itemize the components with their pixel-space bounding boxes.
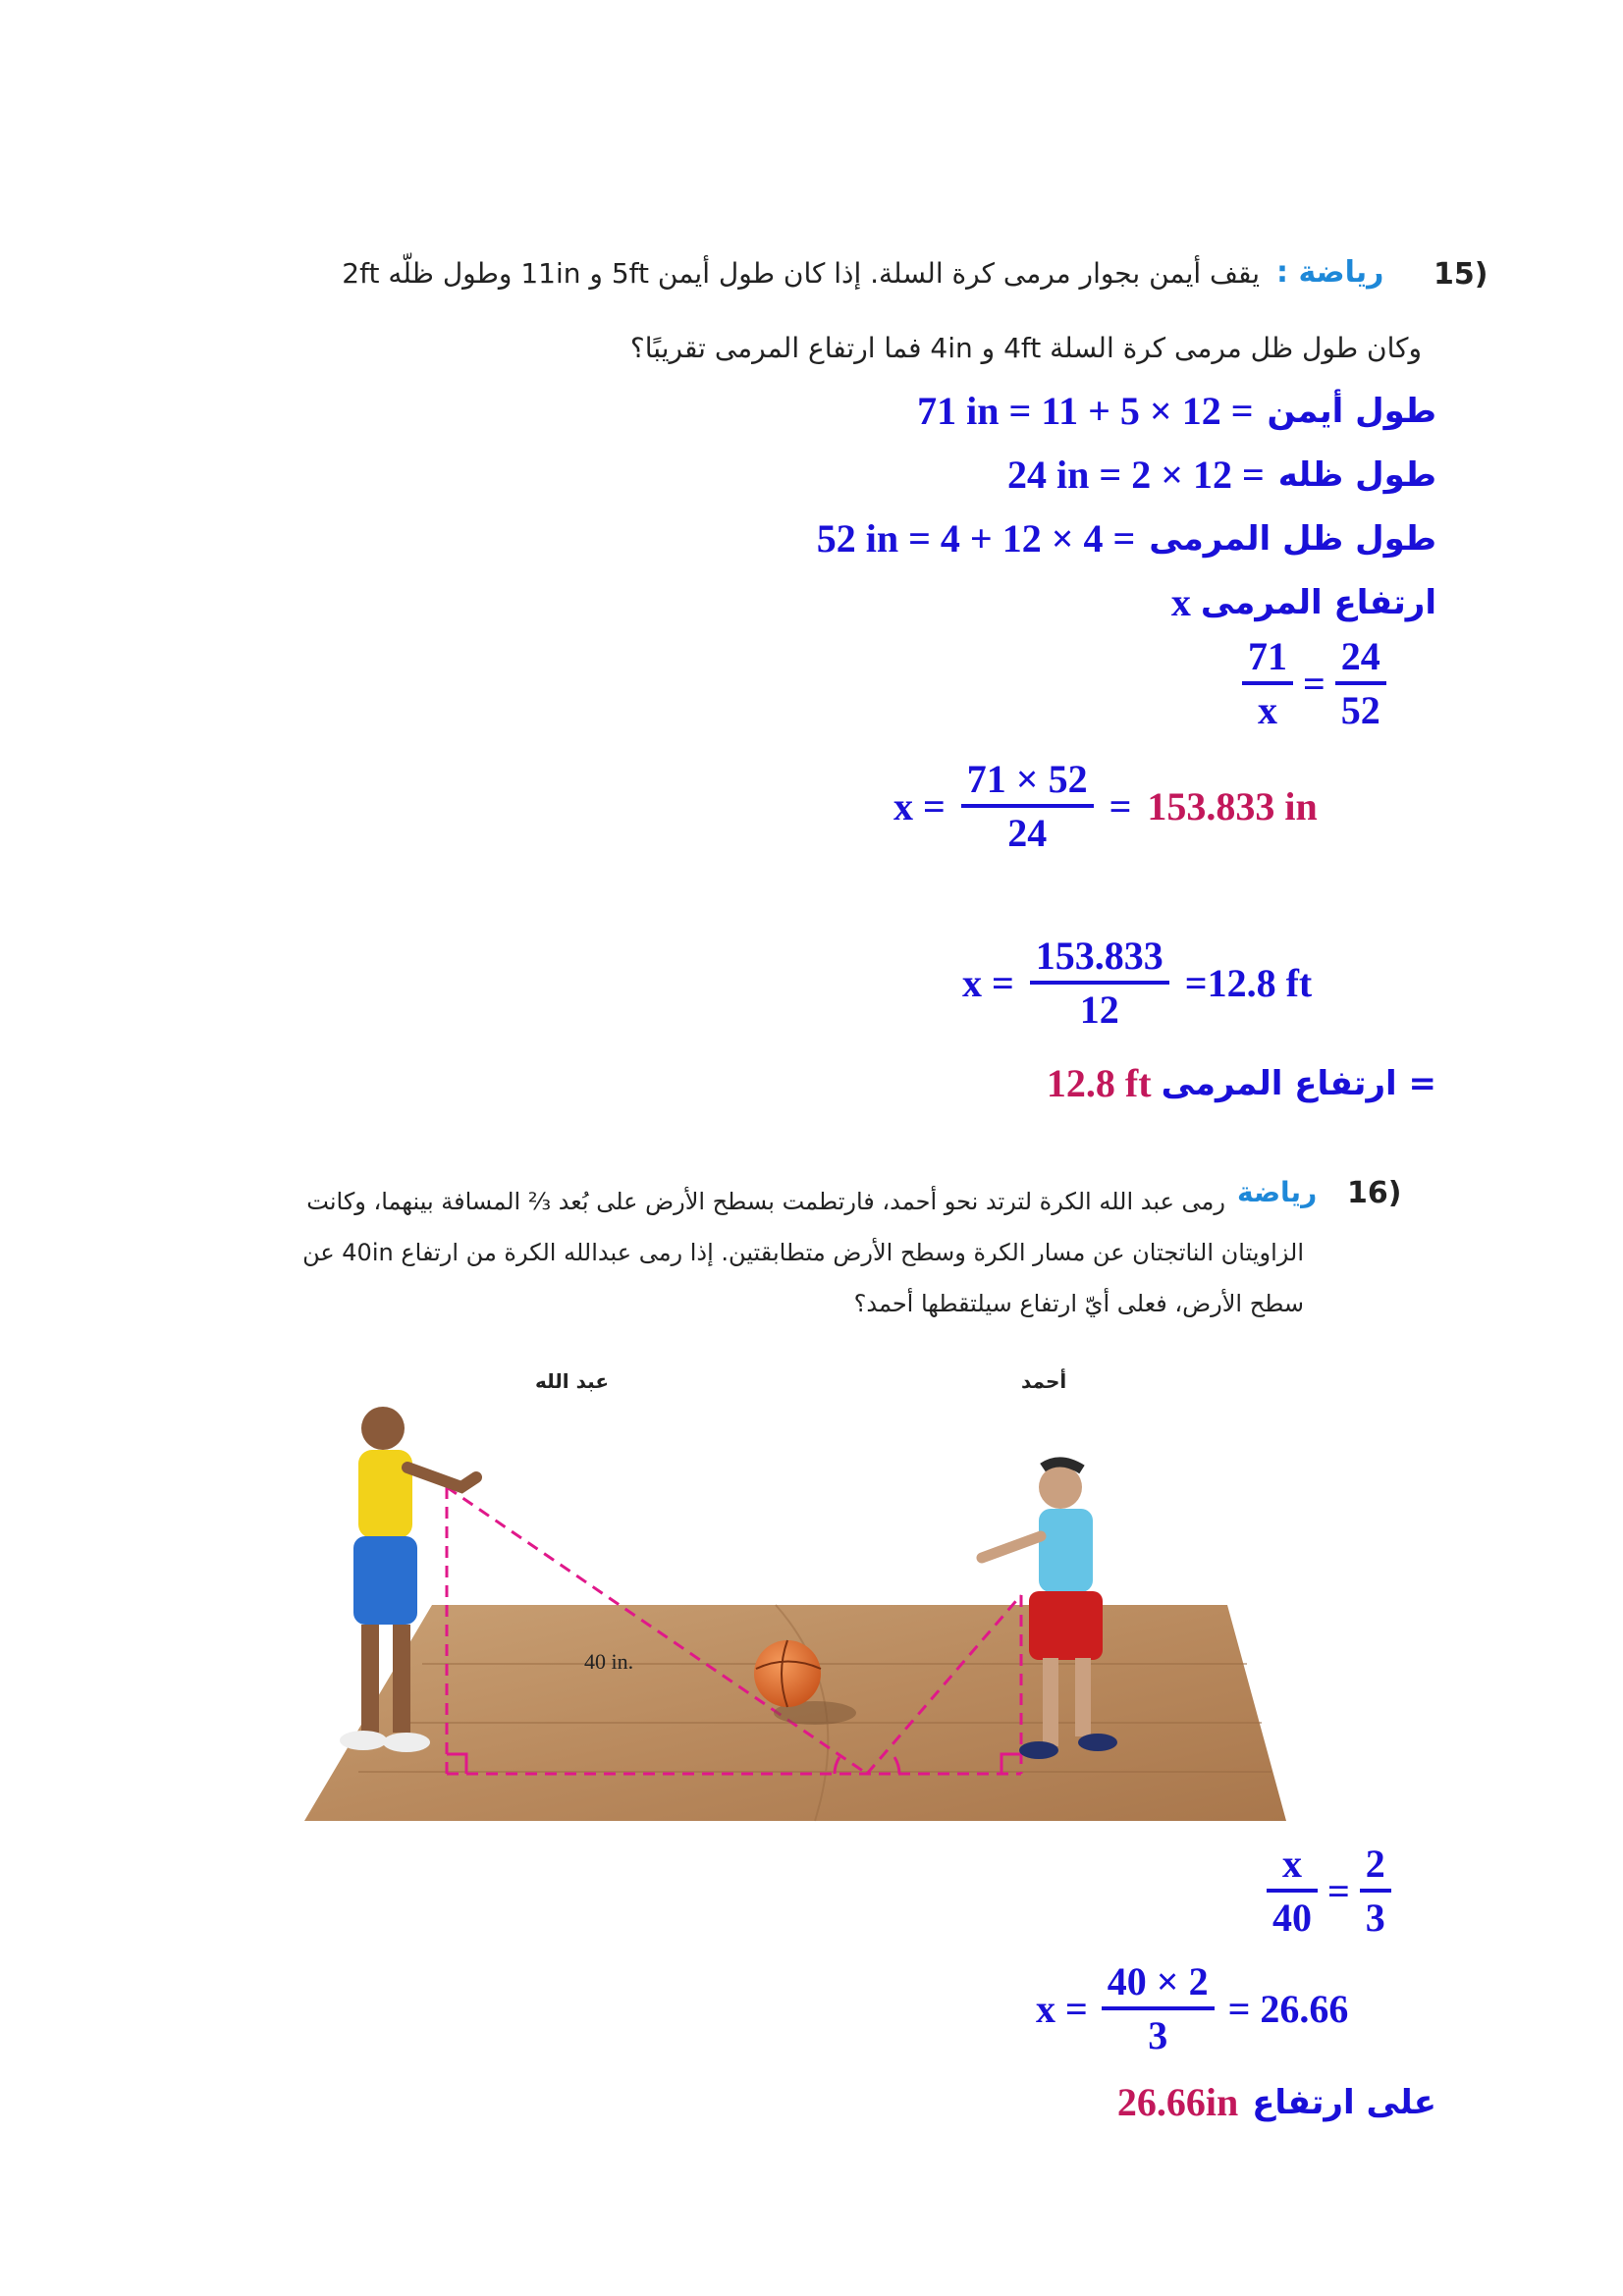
q16-number: 16) xyxy=(1347,1176,1402,1210)
q15-equation1: x = $\frac{71 \times 52}{24}$ = 153.833 in xyxy=(893,757,1318,855)
q15-tag: رياضة : xyxy=(1276,255,1384,290)
q15-proportion: $\frac{71}{x}$ = $\frac{24}{52}$ xyxy=(1242,633,1386,733)
q16-text-line3: سطح الأرض، فعلى أيّ ارتفاع سيلتقطها أحمد؟ xyxy=(853,1290,1304,1317)
q15-final-answer: 12.8 ft ارتفاع المرمى = xyxy=(1046,1061,1436,1105)
q16-text-line1: رمى عبد الله الكرة لترتد نحو أحمد، فارتطمت بسطح الأرض على بُعد ⅔ المسافة بينهما، وكانت xyxy=(306,1188,1225,1215)
label-height: 40 in. xyxy=(584,1649,634,1674)
q15-line2: 24 in = 2 × 12 = طول ظله xyxy=(1007,453,1436,497)
q15-text-line1: يقف أيمن بجوار مرمى كرة السلة. إذا كان طول أيمن 5ft و 11in وطول ظلّه 2ft xyxy=(342,257,1260,290)
q16-text-line2: الزاويتان الناتجتان عن مسار الكرة وسطح الأرض متطابقتين. إذا رمى عبدالله الكرة من ارتفاع 40in عن xyxy=(302,1239,1304,1266)
basketball xyxy=(754,1640,821,1707)
q16-equation: x = $\frac{40 \times 2}{3}$ = 26.66 xyxy=(1036,1959,1349,2057)
q15-equation2: x = $\frac{153.833}{12}$ =12.8 ft xyxy=(962,934,1313,1032)
q15-line3: 52 in = 4 + 12 × 4 = طول ظل المرمى xyxy=(816,516,1436,561)
q16-proportion: $\frac{x}{40}$ = $\frac{2}{3}$ xyxy=(1267,1841,1391,1941)
q15-line4: x ارتفاع المرمى xyxy=(1170,580,1436,624)
q16-tag: رياضة xyxy=(1237,1176,1318,1208)
q15-text-line2: وكان طول ظل مرمى كرة السلة 4ft و 4in فما ارتفاع المرمى تقريبًا؟ xyxy=(629,332,1422,364)
q15-line1: 71 in = 11 + 5 × 12 = طول أيمن xyxy=(917,389,1436,433)
figure-illustration xyxy=(304,1369,1306,1831)
basketball-figure xyxy=(304,1369,1306,1831)
q16-final-answer: 26.66in على ارتفاع xyxy=(1116,2080,1436,2124)
label-ahmed: أحمد xyxy=(1021,1369,1067,1393)
label-abdullah: عبد الله xyxy=(535,1369,609,1393)
q15-number: 15) xyxy=(1434,257,1488,292)
